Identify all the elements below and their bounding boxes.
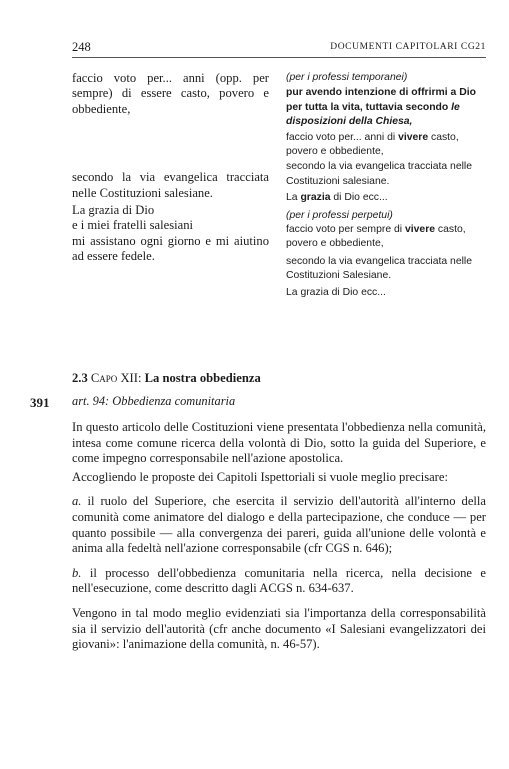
temp-bold-text: pur avendo intenzione di offrirmi a Dio per tutta la vita, tuttavia secondo (286, 87, 476, 113)
left-p4: e i miei fratelli salesiani (72, 218, 193, 233)
body-p4 (72, 566, 486, 597)
perp-way: secondo la via evangelica tracciata nelle Costituzioni Salesiane. (286, 255, 472, 282)
temp-grace-b: grazia (300, 192, 331, 204)
section-title: La nostra obbedienza (144, 371, 261, 385)
temp-vow-a: faccio voto per... anni di (286, 131, 399, 143)
page-header (72, 40, 486, 56)
left-p1: faccio voto per... anni (opp. per sempre) di essere casto, povero e obbediente, (72, 71, 269, 116)
article-heading (72, 394, 486, 409)
left-column (72, 71, 269, 265)
temp-vow-b: vivere (398, 131, 429, 143)
section-number: 2.3 (72, 371, 88, 385)
temp-bold-italic-text: le disposizioni della Chiesa, (286, 101, 460, 128)
temp-label: (per i professi temporanei) (286, 72, 408, 83)
article-title: Obbedienza comunitaria (112, 394, 236, 408)
left-p5: mi assistano ogni giorno e mi aiutino ad essere fedele. (72, 233, 269, 264)
running-title: DOCUMENTI CAPITOLARI CG21 (330, 42, 486, 52)
left-p3: La grazia di Dio (72, 203, 155, 218)
body-p4-mark: b. (72, 565, 82, 580)
temp-way: secondo la via evangelica tracciata nelle Costituzioni salesiane. (286, 161, 472, 187)
temp-vow (286, 131, 486, 160)
body-p3 (72, 494, 486, 556)
header-rule (72, 57, 486, 58)
temp-grace-c: di (330, 192, 345, 204)
section-roman: XII: (117, 371, 145, 385)
body-p1: In questo articolo delle Costituzioni viene presentata l'obbedienza nella comunità, intesa come comune ricerca della volontà di Dio, sotto la guida del Superiore, e come impegno corresponsabile nell'azione apostolica. (72, 420, 486, 466)
perp-label: (per i professi perpetui) (286, 209, 393, 221)
perp-vow-a: faccio voto per sempre di (286, 224, 405, 236)
temp-grace-d: Dio ecc... (344, 192, 388, 204)
article-label: art. 94: (72, 394, 110, 408)
page-number: 248 (72, 40, 91, 54)
perp-vow-c: casto, povero e obbediente, (286, 224, 466, 250)
body-p3-mark: a. (72, 494, 82, 509)
perp-vow-b: vivere (404, 224, 436, 236)
body-p4-text: il processo dell'obbedienza comunitaria nella ricerca, nella decisione e nell'esecuzione, come descritto dagli ACGS n. 634-637. (72, 565, 486, 596)
body-p2: Accogliendo le proposte dei Capitoli Ispettoriali si vuole meglio precisare: (72, 469, 448, 484)
perp-grace: La grazia di Dio ecc... (286, 286, 386, 298)
body-p5: Vengono in tal modo meglio evidenziati sia l'importanza della corresponsabilità sia il servizio dell'autorità (cfr anche documento «I Salesiani evangelizzatori dei giovani»: l'animazione della comunità, n. 46-57). (72, 605, 486, 652)
body-p3-text: il ruolo del Superiore, che esercita il servizio dell'autorità all'interno della comunità come animatore del dialogo e della partecipazione, che conduce — per quanto possibile — alla convergenza dei pareri, guida all'unione delle volontà e anima alla fedeltà nell'azione corresponsabile (cfr CGS n. 646); (72, 494, 486, 556)
temp-intent (286, 86, 486, 129)
left-p2: secondo la via evangelica tracciata nelle Costituzioni salesiane. (72, 170, 269, 200)
body-text (72, 420, 486, 653)
perp-vow (286, 223, 486, 252)
right-column (286, 71, 486, 300)
margin-number: 391 (30, 395, 50, 410)
section-heading (72, 371, 486, 386)
temp-vow-c: casto, povero e obbediente, (286, 131, 459, 158)
temp-grace-a: La (286, 192, 301, 204)
temp-grace (286, 191, 486, 205)
section-capo: Capo (90, 371, 118, 385)
